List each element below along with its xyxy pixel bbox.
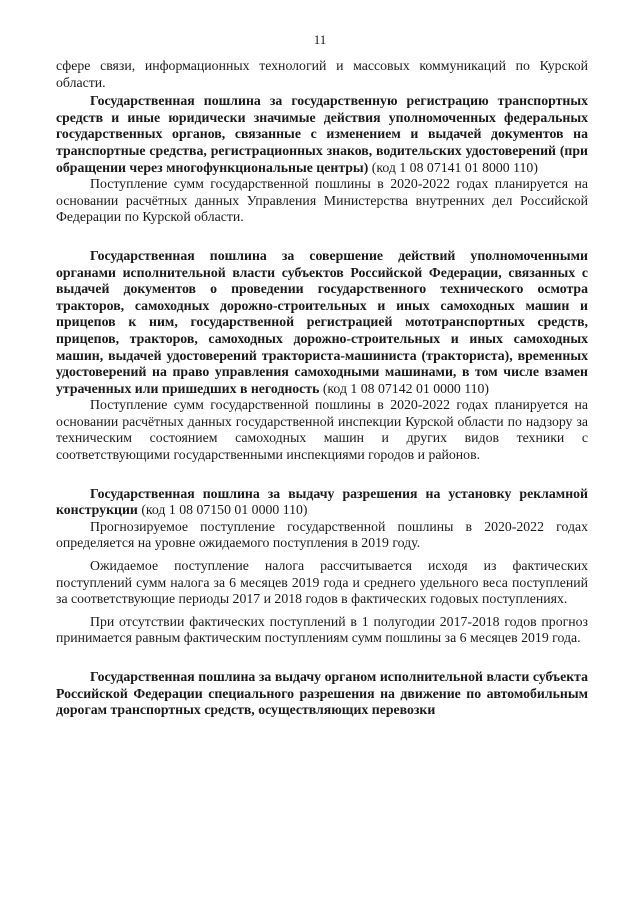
heading-bold-text: Государственная пошлина за выдачу органом исполнительной власти субъекта Российской Федерации специального разрешения на движение по автомобильным дорогам транспортных средств, осуществляющих перевозки [56,669,588,718]
paragraph-text [56,397,588,463]
page-number: 11 [313,32,327,47]
paragraph-text [56,558,588,608]
paragraph-text-span: Поступление сумм государственной пошлины в 2020-2022 годах планируется на основании расчётных данных государственной инспекции Курской области по надзору за техническим состоянием самоходных машин и других видов техники с соответствующими государственными инспекциями городов и районов. [56,397,588,463]
heading-bold-text: Государственная пошлина за государственную регистрацию транспортных средств и иные юридически значимые действия уполномоченных федеральных государственных органов, связанные с изменением и выдачей документов на транспортные средства, регистрационных знаков, водительских удостоверений (при обращении через многофункциональные центры) [56,93,588,175]
section-heading-special-permit [56,669,588,719]
paragraph-continuation [56,58,588,91]
budget-code: (код 1 08 07150 01 0000 110) [137,502,308,518]
paragraph-text [56,614,588,647]
paragraph-text-span: Поступление сумм государственной пошлины в 2020-2022 годах планируется на основании расчётных данных Управления Министерства внутренних дел Российской Федерации по Курской области. [56,176,588,225]
paragraph-text [56,176,588,226]
section-heading-advertising [56,486,588,519]
budget-code: (код 1 08 07141 01 8000 110) [368,159,538,175]
heading-bold-text: Государственная пошлина за выдачу разрешения на установку рекламной конструкции [56,485,588,518]
paragraph-text: сфере связи, информационных технологий и массовых коммуникаций по Курской области. [56,58,588,90]
paragraph-text-span: Прогнозируемое поступление государственной пошлины в 2020-2022 годах определяется на уровне ожидаемого поступления в 2019 году. [56,518,588,551]
budget-code: (код 1 08 07142 01 0000 110) [319,380,490,396]
section-heading-self-propelled-machines [56,248,588,397]
heading-bold-text: Государственная пошлина за совершение действий уполномоченными органами исполнительной власти субъектов Российской Федерации, связанных с выдачей документов о проведении государственного технического осмотра тракторов, самоходных дорожно-строительных и иных самоходных машин и прицепов к ним, государственной регистрацией мототранспортных средств, прицепов, тракторов, самоходных дорожно-строительных и иных самоходных машин, выдачей удостоверений тракториста-машиниста (тракториста), временных удостоверений на право управления самоходными машинами, в том числе взамен утраченных или пришедших в негодность [56,247,588,396]
paragraph-text-span: Ожидаемое поступление налога рассчитывается исходя из фактических поступлений сумм налога за 6 месяцев 2019 года и среднего удельного веса поступлений за соответствующие периоды 2017 и 2018 годов в фактических годовых поступлениях. [56,558,588,607]
section-heading-vehicle-registration [56,93,588,176]
paragraph-text [56,519,588,552]
paragraph-text-span: При отсутствии фактических поступлений в 1 полугодии 2017-2018 годов прогноз принимается равным фактическим поступлениям сумм пошлины за 6 месяцев 2019 года. [56,613,588,646]
document-body [56,58,588,719]
